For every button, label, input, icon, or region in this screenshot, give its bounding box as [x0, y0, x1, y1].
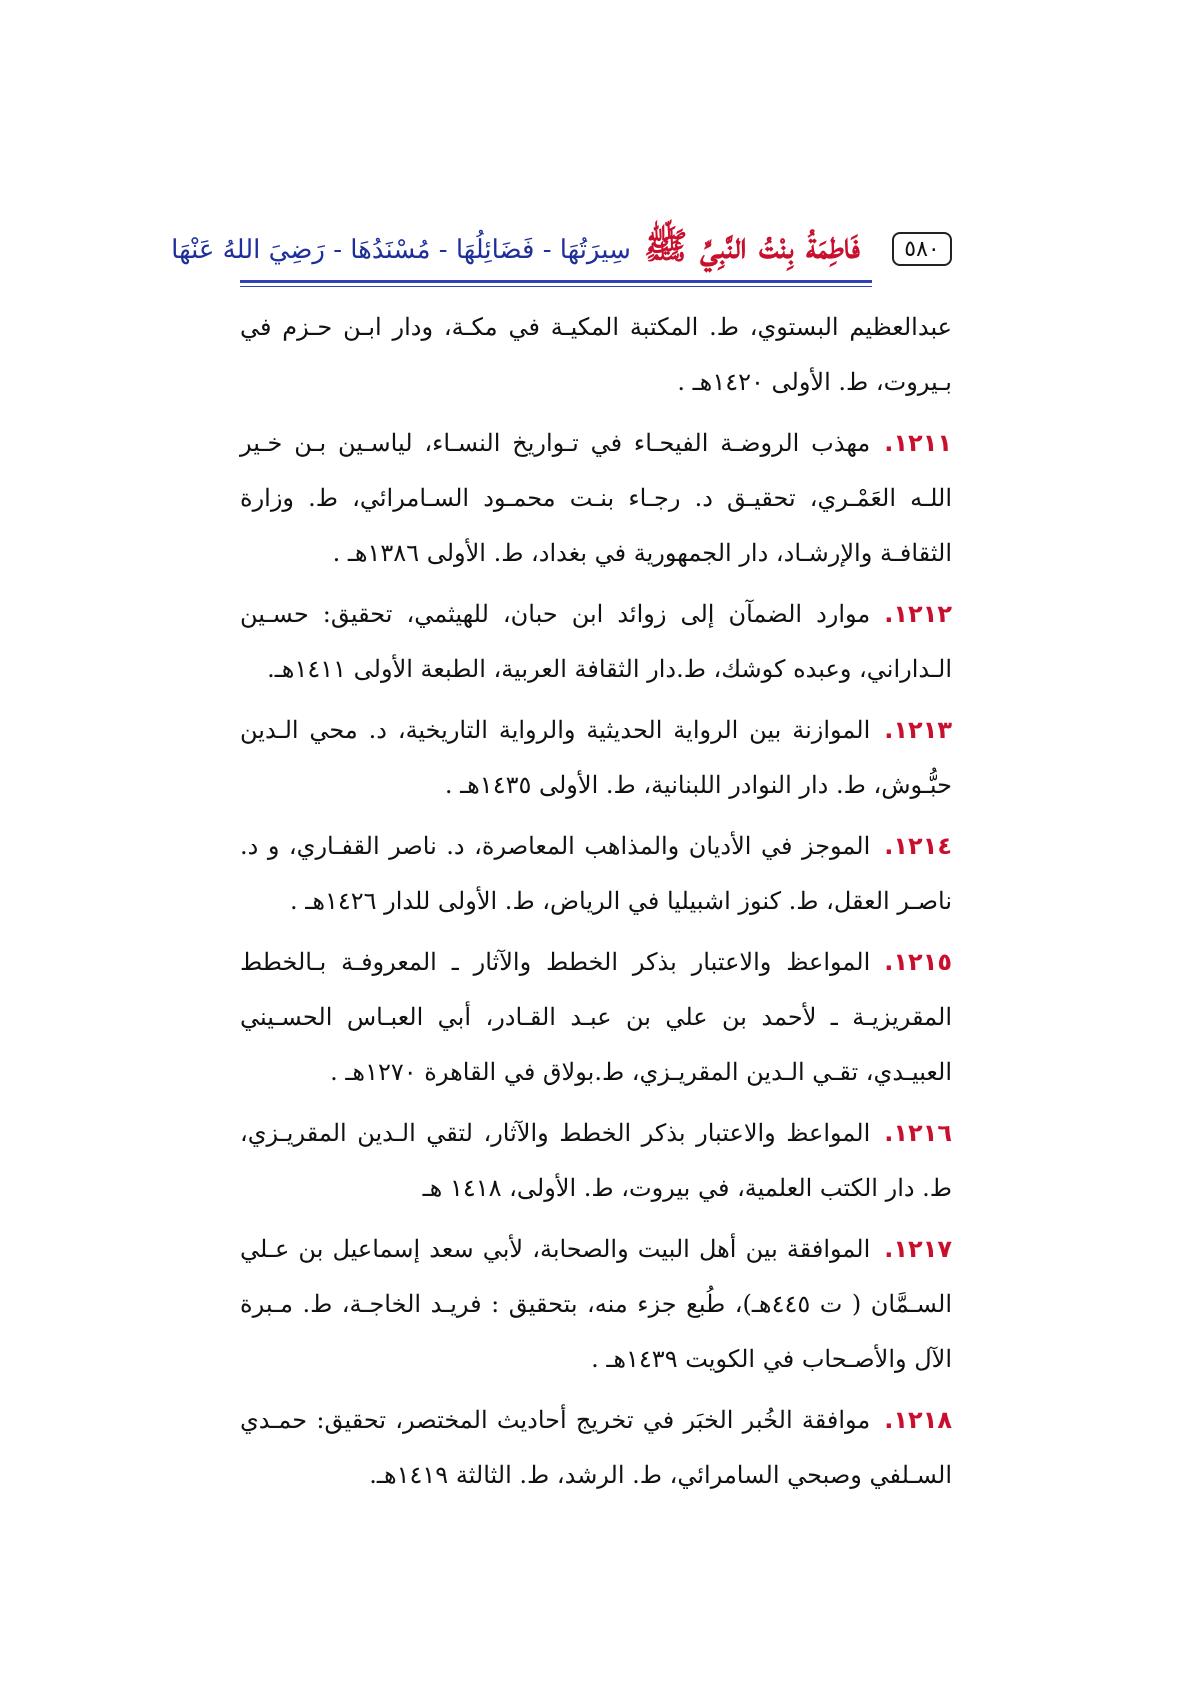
entry-number: ١٢١٥.	[884, 948, 952, 976]
bibliography-entry	[240, 935, 952, 1100]
header-rule-thin	[240, 286, 872, 287]
page-header	[171, 225, 952, 288]
entry-number: ١٢١٦.	[884, 1119, 952, 1147]
bibliography-entry	[240, 416, 952, 581]
entry-number: ١٢١٤.	[884, 832, 952, 860]
entry-text: عبدالعظيم البستوي، ط. المكتبة المكيـة في مكـة، ودار ابـن حـزم في بـيروت، ط. الأولى ١٤٢٠هـ .	[240, 313, 952, 396]
bibliography-entry	[240, 300, 952, 410]
bibliography-entry	[240, 1222, 952, 1387]
entry-text: الموجز في الأديان والمذاهب المعاصرة، د. ناصر القفـاري، و د. ناصـر العقل، ط. كنوز اشبيليا في الرياض، ط. الأولى للدار ١٤٢٦هـ .	[240, 832, 952, 915]
entry-number: ١٢١٣.	[884, 716, 952, 744]
page-number: ٥٨٠	[892, 232, 952, 266]
entry-text: الموافقة بين أهل البيت والصحابة، لأبي سعد إسماعيل بن عـلي السـمَّان ( ت ٤٤٥هـ)، طُبع جزء منه، بتحقيق : فريـد الخاجـة، ط. مـبرة الآل والأصـحاب في الكويت ١٤٣٩هـ .	[240, 1235, 953, 1373]
bibliography-entry	[240, 1106, 952, 1216]
header-rule	[240, 280, 872, 283]
bibliography-entry	[240, 1393, 952, 1503]
entry-text: المواعظ والاعتبار بذكر الخطط والآثار ـ المعروفـة بـالخطط المقريزيـة ـ لأحمد بن علي بن عبـد القـادر، أبي العبـاس الحسـيني العبيـدي، تقـي الـدين المقريـزي، ط.بولاق في القاهرة ١٢٧٠هـ .	[240, 948, 952, 1086]
entry-text: الموازنة بين الرواية الحديثية والرواية التاريخية، د. محي الـدين حبُّـوش، ط. دار النوادر اللبنانية، ط. الأولى ١٤٣٥هـ .	[240, 716, 952, 799]
bibliography-list	[240, 300, 952, 1509]
book-title	[171, 224, 860, 276]
entry-text: موافقة الخُبر الخبَر في تخريج أحاديث المختصر، تحقيق: حمـدي السـلفي وصبحي السامرائي، ط. الرشد، ط. الثالثة ١٤١٩هـ.	[240, 1406, 952, 1489]
entry-number: ١٢١٨.	[884, 1406, 952, 1434]
bibliography-entry	[240, 819, 952, 929]
entry-number: ١٢١٧.	[884, 1235, 952, 1263]
bibliography-entry	[240, 587, 952, 697]
book-title-main: فَاطِمَةُ بِنْتُ النَّبِيِّ ﷺ	[644, 225, 860, 267]
entry-text: المواعظ والاعتبار بذكر الخطط والآثار، لتقي الـدين المقريـزي، ط. دار الكتب العلمية، في بيروت، ط. الأولى، ١٤١٨ هـ	[240, 1119, 952, 1202]
entry-text: مهذب الروضـة الفيحـاء في تـواريخ النسـاء، لياسـين بـن خـير اللـه العَمْـري، تحقيـق د. رجـاء بنـت محمـود السـامرائي، ط. وزارة الثقافـة والإرشـاد، دار الجمهورية في بغداد، ط. الأولى ١٣٨٦هـ .	[240, 429, 952, 567]
bibliography-entry	[240, 703, 952, 813]
book-title-subtitle: سِيرَتُهَا - فَضَائِلُهَا - مُسْنَدُهَا - رَضِيَ اللهُ عَنْهَا	[171, 235, 631, 265]
entry-number: ١٢١١.	[884, 429, 952, 457]
entry-text: موارد الضمآن إلى زوائد ابن حبان، للهيثمي، تحقيق: حسـين الـداراني، وعبده كوشك، ط.دار الثقافة العربية، الطبعة الأولى ١٤١١هـ.	[240, 600, 952, 683]
entry-number: ١٢١٢.	[884, 600, 952, 628]
